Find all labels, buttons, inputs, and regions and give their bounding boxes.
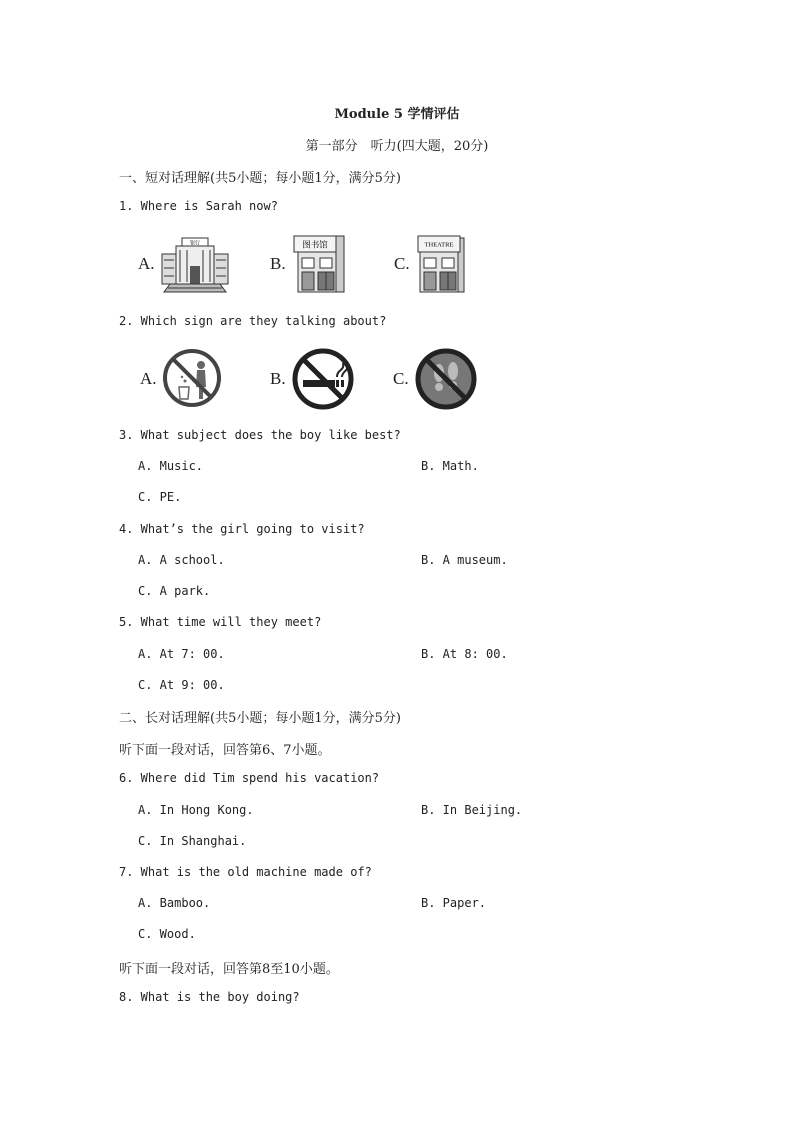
q5-option-c: C. At 9: 00. — [138, 678, 225, 692]
q7-option-a: A. Bamboo. — [138, 896, 211, 910]
q6-option-a: A. In Hong Kong. — [138, 803, 254, 817]
q3-option-b: B. Math. — [421, 459, 479, 473]
part-subtitle: 第一部分 听力(四大题，20分) — [305, 139, 489, 154]
no-littering-icon — [161, 347, 223, 409]
section2-intro-1: 听下面一段对话，回答第6、7小题。 — [119, 743, 331, 758]
library-sign-text: 图书馆 — [302, 240, 328, 251]
q7-option-b: B. Paper. — [421, 896, 487, 910]
no-walking-icon — [414, 347, 478, 411]
section2-heading: 二、长对话理解(共5小题；每小题1分，满分5分) — [119, 711, 401, 726]
q5-option-b: B. At 8: 00. — [421, 647, 508, 661]
question-8: 8. What is the boy doing? — [119, 990, 300, 1004]
library-building-image — [292, 232, 346, 294]
q3-option-c: C. PE. — [138, 490, 182, 504]
bank-building-image — [160, 236, 230, 294]
q1-label-c: C. — [394, 254, 410, 273]
q2-label-c: C. — [393, 369, 409, 388]
theatre-sign-text: THEATRE — [424, 241, 454, 249]
theatre-building-image — [416, 232, 468, 294]
q2-label-b: B. — [270, 369, 286, 388]
question-1: 1. Where is Sarah now? — [119, 199, 278, 213]
q7-option-c: C. Wood. — [138, 927, 196, 941]
question-3: 3. What subject does the boy like best? — [119, 428, 401, 442]
question-2: 2. Which sign are they talking about? — [119, 314, 387, 328]
q4-option-b: B. A museum. — [421, 553, 508, 567]
q4-option-c: C. A park. — [138, 584, 211, 598]
question-6: 6. Where did Tim spend his vacation? — [119, 771, 380, 785]
bank-sign-text: 银行 — [189, 240, 201, 247]
section1-heading: 一、短对话理解(共5小题；每小题1分，满分5分) — [119, 171, 401, 186]
question-4: 4. What’s the girl going to visit? — [119, 522, 365, 536]
q1-label-a: A. — [138, 254, 155, 273]
section2-intro-2: 听下面一段对话，回答第8至10小题。 — [119, 962, 339, 977]
question-5: 5. What time will they meet? — [119, 615, 322, 629]
q4-option-a: A. A school. — [138, 553, 225, 567]
q3-option-a: A. Music. — [138, 459, 204, 473]
q6-option-c: C. In Shanghai. — [138, 834, 247, 848]
q5-option-a: A. At 7: 00. — [138, 647, 225, 661]
page-title: Module 5 学情评估 — [334, 107, 460, 122]
q6-option-b: B. In Beijing. — [421, 803, 523, 817]
q2-label-a: A. — [140, 369, 157, 388]
question-7: 7. What is the old machine made of? — [119, 865, 372, 879]
q1-label-b: B. — [270, 254, 286, 273]
no-smoking-icon — [291, 347, 355, 411]
